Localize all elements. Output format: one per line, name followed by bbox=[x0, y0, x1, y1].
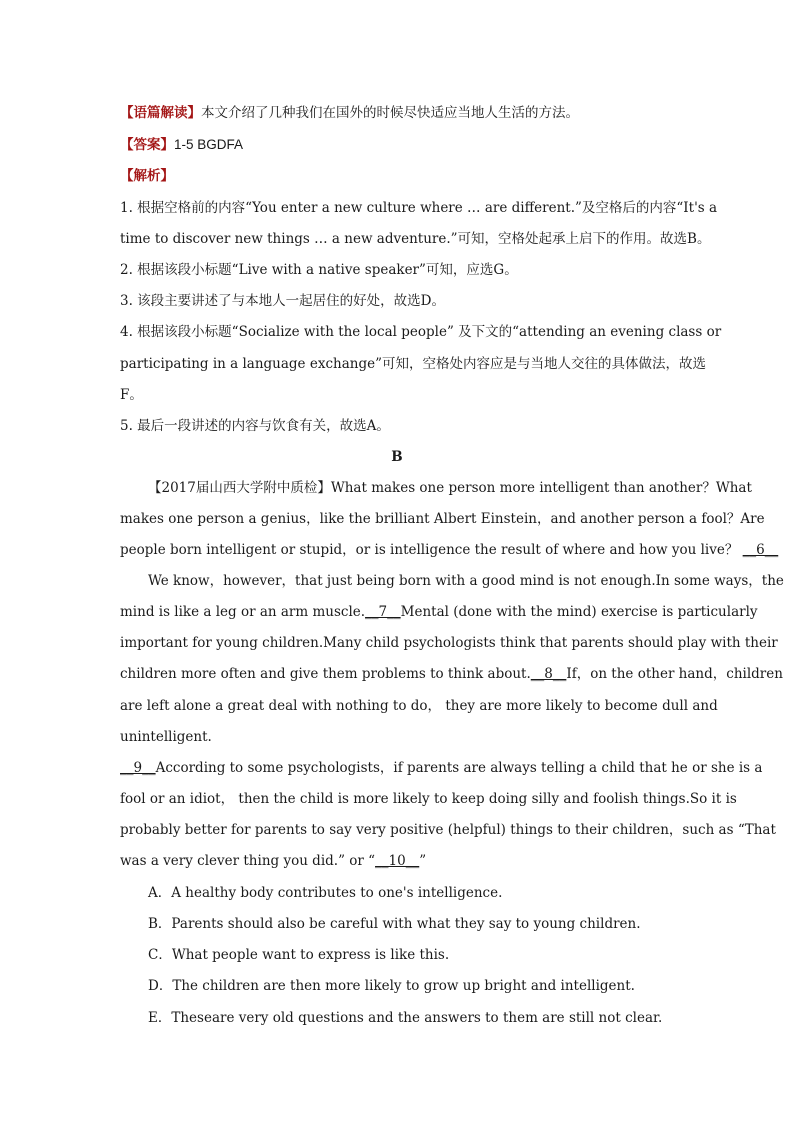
p1-text-3: people born intelligent or stupid，or is intelligence the result of where and how you live？ bbox=[120, 542, 739, 558]
explain-heading bbox=[120, 166, 675, 186]
intro-tag: 【语篇解读】 bbox=[120, 105, 201, 121]
passage-p3-line3: probably better for parents to say very positive (helpful) things to their children，such as “That bbox=[120, 822, 776, 838]
option-a: A．A healthy body contributes to one's intelligence. bbox=[148, 885, 503, 901]
explain-item-4: 4. 根据该段小标题“Socialize with the local people” 及下文的“attending an evening class or bbox=[120, 324, 722, 340]
p3-text-4b: ” bbox=[419, 853, 427, 869]
explain-item-1-cont: time to discover new things … a new adventure.”可知，空格处起承上启下的作用。故选B。 bbox=[120, 231, 711, 247]
intro-text: 本文介绍了几种我们在国外的时候尽快适应当地人生活的方法。 bbox=[201, 105, 579, 121]
explain-item-2: 2. 根据该段小标题“Live with a native speaker”可知，应选G。 bbox=[120, 262, 518, 278]
explain-item-3: 3. 该段主要讲述了与本地人一起居住的好处，故选D。 bbox=[120, 293, 445, 309]
section-title: B bbox=[391, 449, 403, 465]
p2-text-2a: mind is like a leg or an arm muscle. bbox=[120, 604, 366, 620]
passage-p2-line4 bbox=[120, 664, 783, 684]
option-e: E．Theseare very old questions and the answers to them are still not clear. bbox=[148, 1010, 663, 1026]
explain-item-4-cont: participating in a language exchange”可知，空格处内容应是与当地人交往的具体做法，故选 bbox=[120, 356, 706, 372]
passage-source: 【2017届山西大学附中质检】 bbox=[148, 480, 331, 496]
answer-tag: 【答案】 bbox=[120, 137, 174, 153]
passage-intro bbox=[120, 103, 675, 123]
p2-text-4a: children more often and give them problems to think about. bbox=[120, 666, 531, 682]
passage-p2-line2 bbox=[120, 602, 758, 622]
option-c: C．What people want to express is like this. bbox=[148, 947, 450, 963]
passage-p1-line3 bbox=[120, 540, 779, 560]
passage-p2-line1: We know，however，that just being born with a good mind is not enough.In some ways，the bbox=[148, 573, 784, 589]
passage-p2-line3: important for young children.Many child psychologists think that parents should play with their bbox=[120, 635, 778, 651]
explain-item-4-end: F。 bbox=[120, 387, 143, 403]
passage-p1-line2: makes one person a genius，like the brilliant Albert Einstein，and another person a fool？Are bbox=[120, 511, 765, 527]
blank-10: __10__ bbox=[375, 853, 420, 869]
option-d: D．The children are then more likely to grow up bright and intelligent. bbox=[148, 978, 635, 994]
answer-line bbox=[120, 135, 675, 155]
explain-item-1: 1. 根据空格前的内容“You enter a new culture where … are different.”及空格后的内容“It's a bbox=[120, 200, 718, 216]
passage-p1-line1 bbox=[148, 478, 752, 498]
passage-p3-line1 bbox=[120, 758, 763, 778]
blank-7: __7__ bbox=[365, 604, 401, 620]
blank-8: __8__ bbox=[530, 666, 567, 682]
passage-p3-line2: fool or an idiot， then the child is more likely to keep doing silly and foolish things.So it is bbox=[120, 791, 737, 807]
p1-text: What makes one person more intelligent than another？What bbox=[330, 480, 752, 496]
passage-p2-line6: unintelligent. bbox=[120, 729, 212, 745]
p2-text-4b: If，on the other hand，children bbox=[566, 666, 783, 682]
p2-text-2b: Mental (done with the mind) exercise is particularly bbox=[400, 604, 758, 620]
passage-p3-line4 bbox=[120, 851, 675, 871]
answer-text: 1-5 BGDFA bbox=[174, 137, 244, 152]
blank-9: __9__ bbox=[120, 760, 156, 776]
blank-6: __6__ bbox=[742, 542, 779, 558]
option-b: B．Parents should also be careful with what they say to young children. bbox=[148, 916, 641, 932]
p3-text-4a: was a very clever thing you did.” or “ bbox=[120, 853, 376, 869]
explain-tag: 【解析】 bbox=[120, 168, 174, 184]
explain-item-5: 5. 最后一段讲述的内容与饮食有关，故选A。 bbox=[120, 418, 390, 434]
p3-text-1: According to some psychologists，if parents are always telling a child that he or she is a bbox=[155, 760, 763, 776]
passage-p2-line5: are left alone a great deal with nothing to do， they are more likely to become dull and bbox=[120, 698, 718, 714]
